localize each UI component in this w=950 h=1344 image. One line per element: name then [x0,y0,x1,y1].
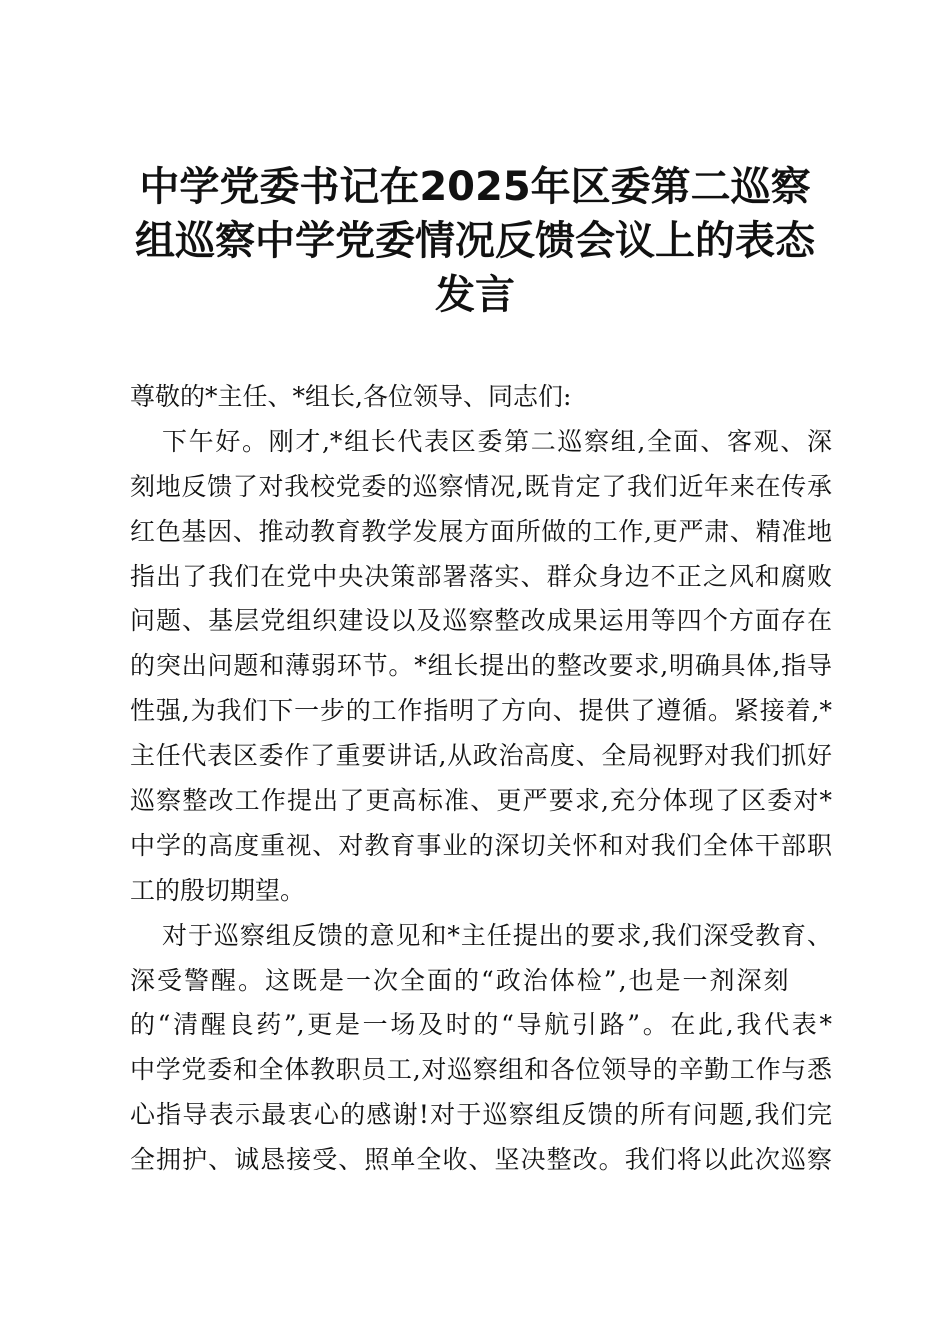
text-line: 刻地反馈了对我校党委的巡察情况,既肯定了我们近年来在传承 [130,471,832,501]
document-title [100,160,850,322]
text-line: 红色基因、推动教育教学发展方面所做的工作,更严肃、精准地 [130,516,832,546]
paragraph-1 [130,420,832,914]
text-line: 全拥护、诚恳接受、照单全收、坚决整改。我们将以此次巡察 [130,1145,832,1175]
text-line: 下午好。刚才,*组长代表区委第二巡察组,全面、客观、深 [162,426,832,456]
text-line: 的突出问题和薄弱环节。*组长提出的整改要求,明确具体,指导 [130,651,832,681]
text-line: 对于巡察组反馈的意见和*主任提出的要求,我们深受教育、 [162,920,832,950]
paragraph-2 [130,914,832,1183]
text-line: 的“清醒良药”,更是一场及时的“导航引路”。在此,我代表* [130,1010,832,1040]
text-line: 指出了我们在党中央决策部署落实、群众身边不正之风和腐败 [130,561,832,591]
document-body [130,375,832,1183]
text-line: 性强,为我们下一步的工作指明了方向、提供了遵循。紧接着,* [130,696,832,726]
text-line: 工的殷切期望。 [130,875,306,905]
text-line: 巡察整改工作提出了更高标准、更严要求,充分体现了区委对* [130,786,832,816]
text-line: 主任代表区委作了重要讲话,从政治高度、全局视野对我们抓好 [130,741,832,771]
text-line: 中学的高度重视、对教育事业的深切关怀和对我们全体干部职 [130,830,832,860]
salutation: 尊敬的*主任、*组长,各位领导、同志们: [130,382,572,411]
text-line: 深受警醒。这既是一次全面的“政治体检”,也是一剂深刻 [130,965,791,995]
text-line: 问题、基层党组织建设以及巡察整改成果运用等四个方面存在 [130,606,832,636]
title-line: 组巡察中学党委情况反馈会议上的表态 [135,218,815,264]
text-line: 中学党委和全体教职员工,对巡察组和各位领导的辛勤工作与悉 [130,1055,832,1085]
title-line: 发言 [435,272,515,318]
text-line: 心指导表示最衷心的感谢!对于巡察组反馈的所有问题,我们完 [130,1100,832,1130]
title-line: 中学党委书记在2025年区委第二巡察 [139,164,811,210]
